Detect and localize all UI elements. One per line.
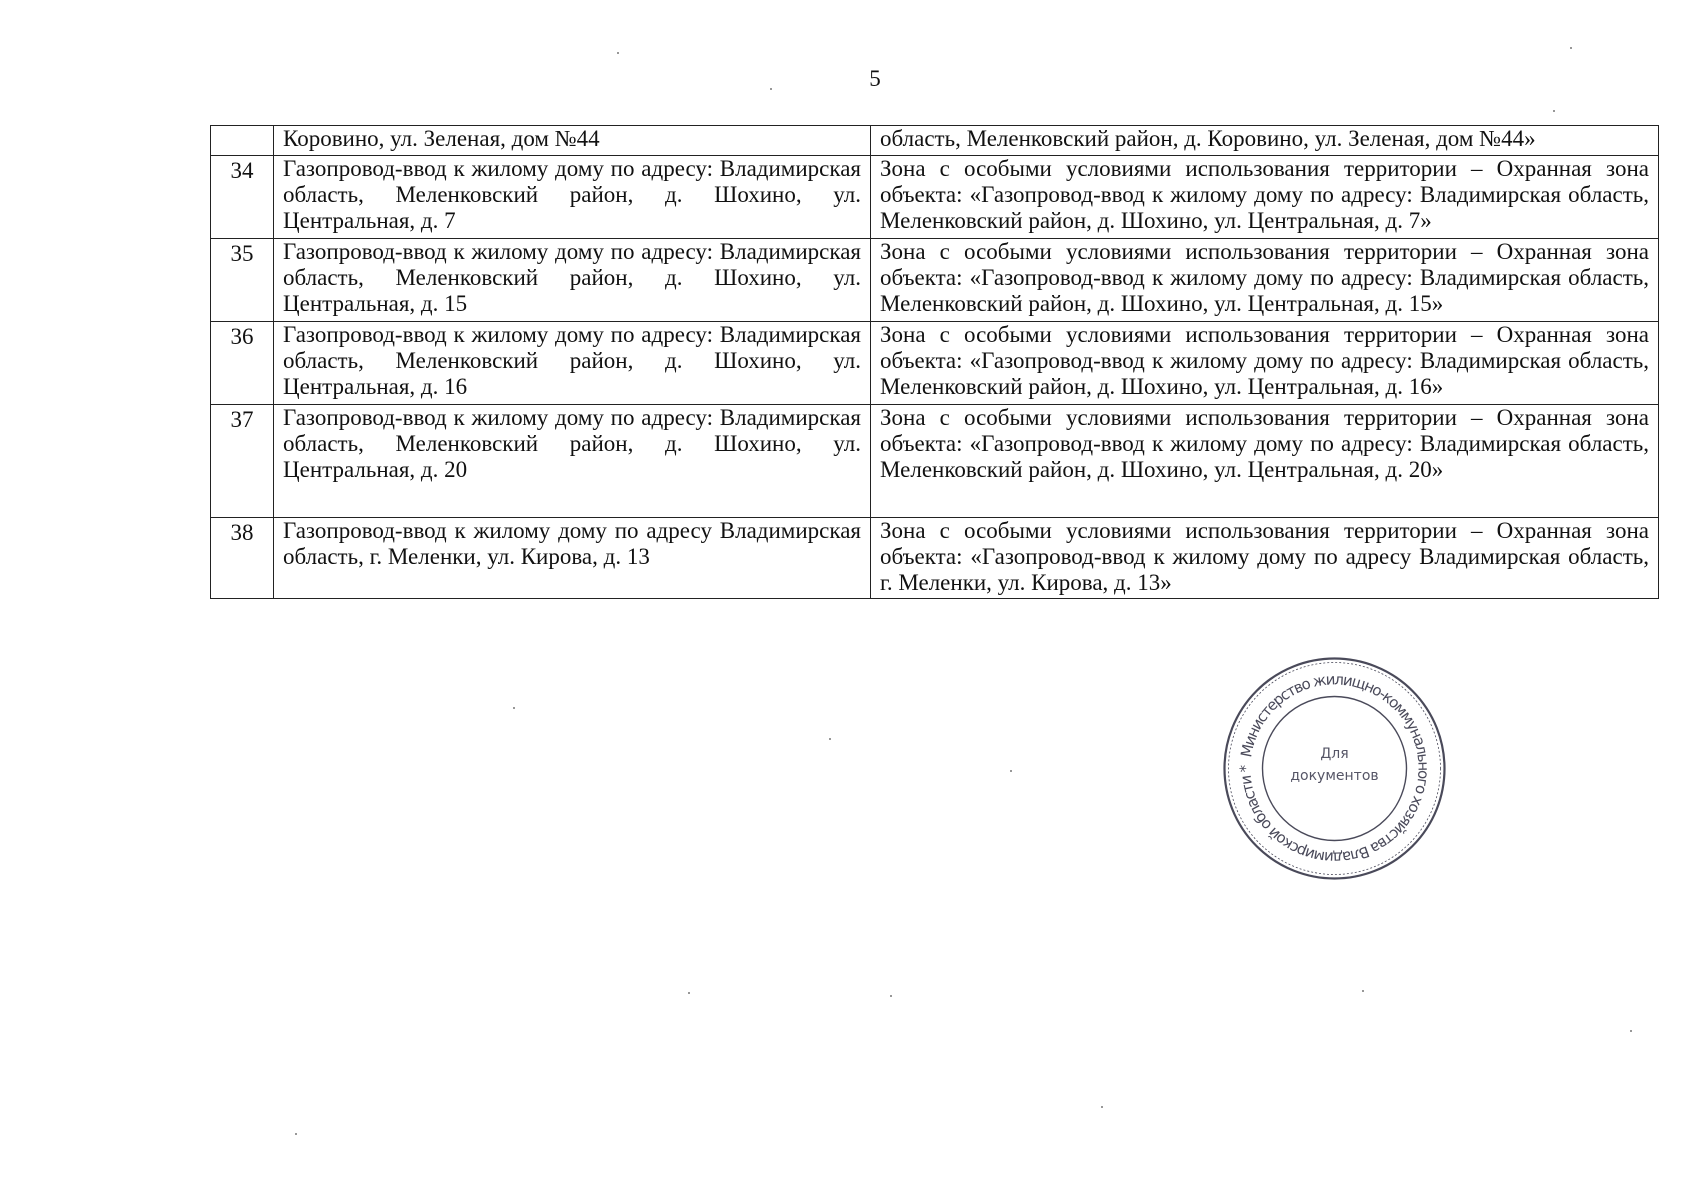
object-cell: Газопровод-ввод к жилому дому по адресу: Владимирская область, Меленковский район, д. Шохино, ул. Центральная, д. 15 [274, 239, 871, 322]
row-number: 36 [211, 322, 274, 405]
scan-speck [770, 88, 772, 90]
table-row [211, 405, 1659, 518]
object-cell: Газопровод-ввод к жилому дому по адресу Владимирская область, г. Меленки, ул. Кирова, д. 13 [274, 518, 871, 599]
scan-speck [295, 1133, 297, 1135]
object-cell: Газопровод-ввод к жилому дому по адресу: Владимирская область, Меленковский район, д. Шохино, ул. Центральная, д. 16 [274, 322, 871, 405]
stamp-center-text [1221, 743, 1448, 787]
row-number: 34 [211, 156, 274, 239]
scan-speck [1101, 1106, 1103, 1108]
scan-speck [1010, 770, 1012, 772]
stamp-center-line: Для [1320, 746, 1349, 762]
zone-cell: область, Меленковский район, д. Коровино, ул. Зеленая, дом №44» [871, 126, 1659, 156]
zones-table [210, 125, 1659, 599]
table-row [211, 239, 1659, 322]
zone-cell: Зона с особыми условиями использования территории – Охранная зона объекта: «Газопровод-ввод к жилому дому по адресу: Владимирская область, Меленковский район, д. Шохино, ул. Центральная, д. 15» [871, 239, 1659, 322]
scan-speck [617, 52, 619, 54]
object-cell: Газопровод-ввод к жилому дому по адресу: Владимирская область, Меленковский район, д. Шохино, ул. Центральная, д. 20 [274, 405, 871, 518]
object-cell: Газопровод-ввод к жилому дому по адресу: Владимирская область, Меленковский район, д. Шохино, ул. Центральная, д. 7 [274, 156, 871, 239]
scan-speck [1553, 110, 1555, 112]
row-number: 35 [211, 239, 274, 322]
table-row [211, 518, 1659, 599]
row-number: 38 [211, 518, 274, 599]
scan-speck [1630, 1030, 1632, 1032]
scan-speck [513, 707, 515, 709]
scan-speck [688, 992, 690, 994]
page-number: 5 [869, 66, 881, 91]
zone-cell: Зона с особыми условиями использования территории – Охранная зона объекта: «Газопровод-ввод к жилому дому по адресу: Владимирская область, Меленковский район, д. Шохино, ул. Центральная, д. 20» [871, 405, 1659, 518]
object-cell: Коровино, ул. Зеленая, дом №44 [274, 126, 871, 156]
table-row [211, 156, 1659, 239]
scan-speck [1362, 990, 1364, 992]
zone-cell: Зона с особыми условиями использования территории – Охранная зона объекта: «Газопровод-ввод к жилому дому по адресу: Владимирская область, Меленковский район, д. Шохино, ул. Центральная, д. 16» [871, 322, 1659, 405]
official-stamp [1221, 655, 1448, 882]
table-row [211, 126, 1659, 156]
row-number: 37 [211, 405, 274, 518]
row-number [211, 126, 274, 156]
table-row [211, 322, 1659, 405]
scan-speck [890, 995, 892, 997]
scan-speck [829, 738, 831, 740]
zone-cell: Зона с особыми условиями использования территории – Охранная зона объекта: «Газопровод-ввод к жилому дому по адресу: Владимирская область, Меленковский район, д. Шохино, ул. Центральная, д. 7» [871, 156, 1659, 239]
zone-cell: Зона с особыми условиями использования территории – Охранная зона объекта: «Газопровод-ввод к жилому дому по адресу Владимирская область, г. Меленки, ул. Кирова, д. 13» [871, 518, 1659, 599]
stamp-center-line: документов [1290, 768, 1379, 784]
scan-speck [1570, 47, 1572, 49]
stamp-ring-text: Министерство жилищно-коммунального хозяйства Владимирской области * [1236, 670, 1433, 867]
